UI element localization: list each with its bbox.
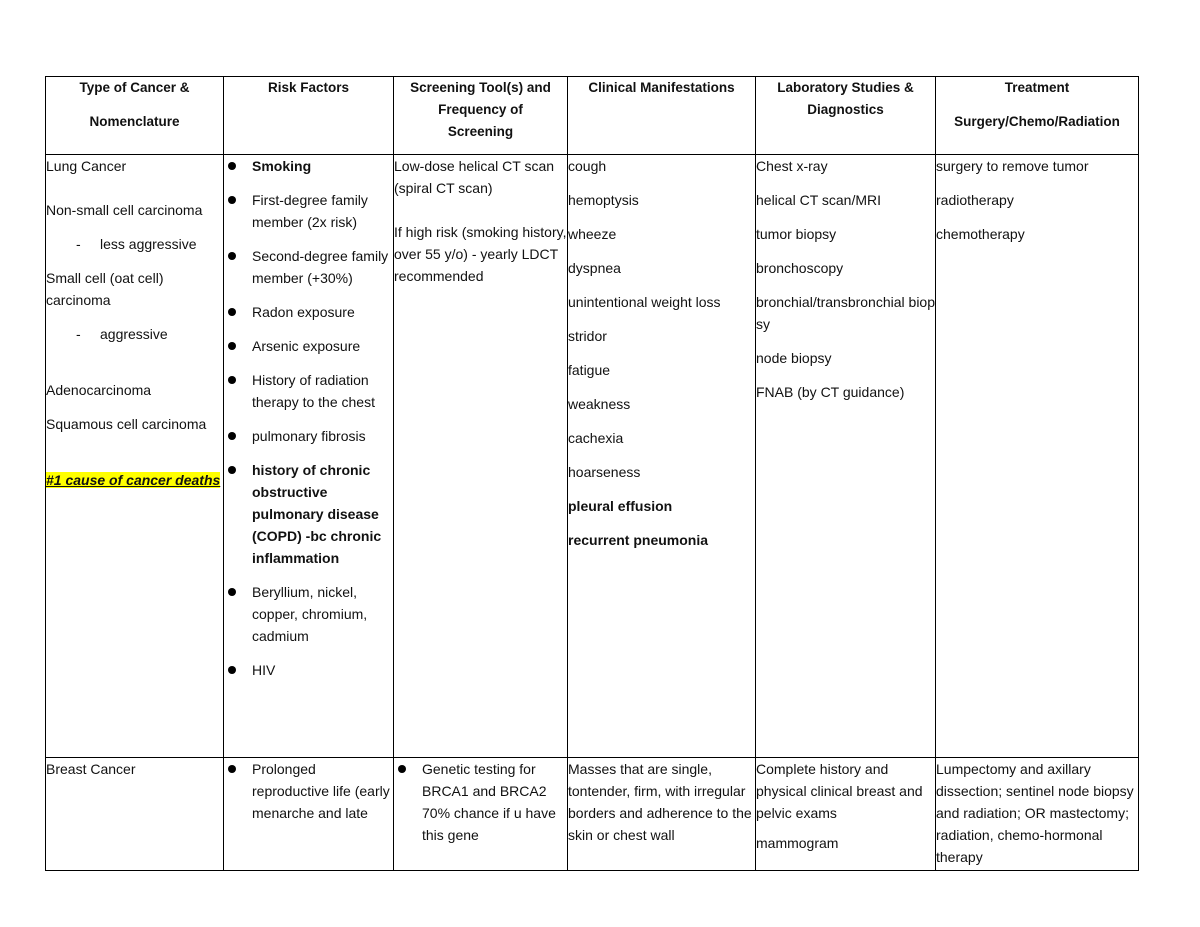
lung-risk-cell xyxy=(224,155,394,758)
list-item: Radon exposure xyxy=(224,301,393,323)
list-item: First-degree family member (2x risk) xyxy=(224,189,393,233)
breast-labs-cell xyxy=(756,758,936,871)
nsclc-note: - less aggressive xyxy=(46,233,223,255)
breast-screening-cell xyxy=(394,758,568,871)
lung-title: Lung Cancer xyxy=(46,158,127,174)
header-type: Type of Cancer & Nomenclature xyxy=(46,77,224,155)
header-risk-factors: Risk Factors xyxy=(224,77,394,155)
breast-cancer-row xyxy=(46,758,1139,871)
list-item: Chest x-ray xyxy=(756,158,828,174)
list-item: wheeze xyxy=(568,226,617,242)
cancer-table xyxy=(45,76,1139,871)
lung-cancer-row xyxy=(46,155,1139,758)
adenocarcinoma: Adenocarcinoma xyxy=(46,382,152,398)
list-item: dyspnea xyxy=(568,260,621,276)
list-item: recurrent pneumonia xyxy=(568,532,709,548)
lung-treatment-cell xyxy=(936,155,1139,758)
lung-labs-cell xyxy=(756,155,936,758)
header-manifestations: Clinical Manifestations xyxy=(568,77,756,155)
list-item: Arsenic exposure xyxy=(224,335,393,357)
lung-screening-cell xyxy=(394,155,568,758)
list-item: HIV xyxy=(224,659,393,681)
list-item: cachexia xyxy=(568,430,624,446)
list-item: Prolonged reproductive life (early menarche and late xyxy=(224,758,393,824)
header-row xyxy=(46,77,1139,155)
list-item: node biopsy xyxy=(756,350,832,366)
list-item: History of radiation therapy to the chest xyxy=(224,369,393,413)
screening-text: If high risk (smoking history, over 55 y/o) - yearly LDCT recommended xyxy=(394,224,567,284)
list-item: Genetic testing for BRCA1 and BRCA2 70% chance if u have this gene xyxy=(394,758,567,846)
list-item: mammogram xyxy=(756,835,839,851)
list-item: stridor xyxy=(568,328,607,344)
screening-text: Low-dose helical CT scan (spiral CT scan) xyxy=(394,158,555,196)
nsclc: Non-small cell carcinoma xyxy=(46,202,203,218)
breast-type-cell: Breast Cancer xyxy=(46,758,224,871)
list-item: pleural effusion xyxy=(568,498,673,514)
highlight-note: #1 cause of cancer deaths xyxy=(46,472,221,488)
list-item: hoarseness xyxy=(568,464,641,480)
breast-treatment-cell: Lumpectomy and axillary dissection; sentinel node biopsy and radiation; OR mastectomy; radiation, chemo-hormonal therapy xyxy=(936,758,1139,871)
header-labs: Laboratory Studies & Diagnostics xyxy=(756,77,936,155)
lung-type-cell xyxy=(46,155,224,758)
list-item: cough xyxy=(568,158,607,174)
breast-manifestations-cell: Masses that are single, tontender, firm, with irregular borders and adherence to the skin or chest wall xyxy=(568,758,756,871)
header-treatment: Treatment Surgery/Chemo/Radiation xyxy=(936,77,1139,155)
list-item: fatigue xyxy=(568,362,611,378)
list-item: tumor biopsy xyxy=(756,226,837,242)
list-item: surgery to remove tumor xyxy=(936,158,1089,174)
list-item: Smoking xyxy=(224,155,393,177)
breast-risk-cell xyxy=(224,758,394,871)
list-item: bronchoscopy xyxy=(756,260,844,276)
list-item: unintentional weight loss xyxy=(568,294,721,310)
sclc: Small cell (oat cell) carcinoma xyxy=(46,270,164,308)
list-item: radiotherapy xyxy=(936,192,1014,208)
lung-manifestations-cell xyxy=(568,155,756,758)
lung-risk-list xyxy=(224,155,393,681)
list-item: weakness xyxy=(568,396,631,412)
list-item: FNAB (by CT guidance) xyxy=(756,384,905,400)
list-item: chemotherapy xyxy=(936,226,1025,242)
list-item: helical CT scan/MRI xyxy=(756,192,882,208)
list-item: Beryllium, nickel, copper, chromium, cadmium xyxy=(224,581,393,647)
list-item: pulmonary fibrosis xyxy=(224,425,393,447)
list-item: bronchial/transbronchial biopsy xyxy=(756,294,935,332)
squamous: Squamous cell carcinoma xyxy=(46,416,207,432)
list-item: Second-degree family member (+30%) xyxy=(224,245,393,289)
list-item: hemoptysis xyxy=(568,192,639,208)
header-screening: Screening Tool(s) and Frequency of Screening xyxy=(394,77,568,155)
list-item: history of chronic obstructive pulmonary disease (COPD) -bc chronic inflammation xyxy=(224,459,393,569)
sclc-note: - aggressive xyxy=(46,323,223,345)
list-item: Complete history and physical clinical breast and pelvic exams xyxy=(756,761,923,821)
